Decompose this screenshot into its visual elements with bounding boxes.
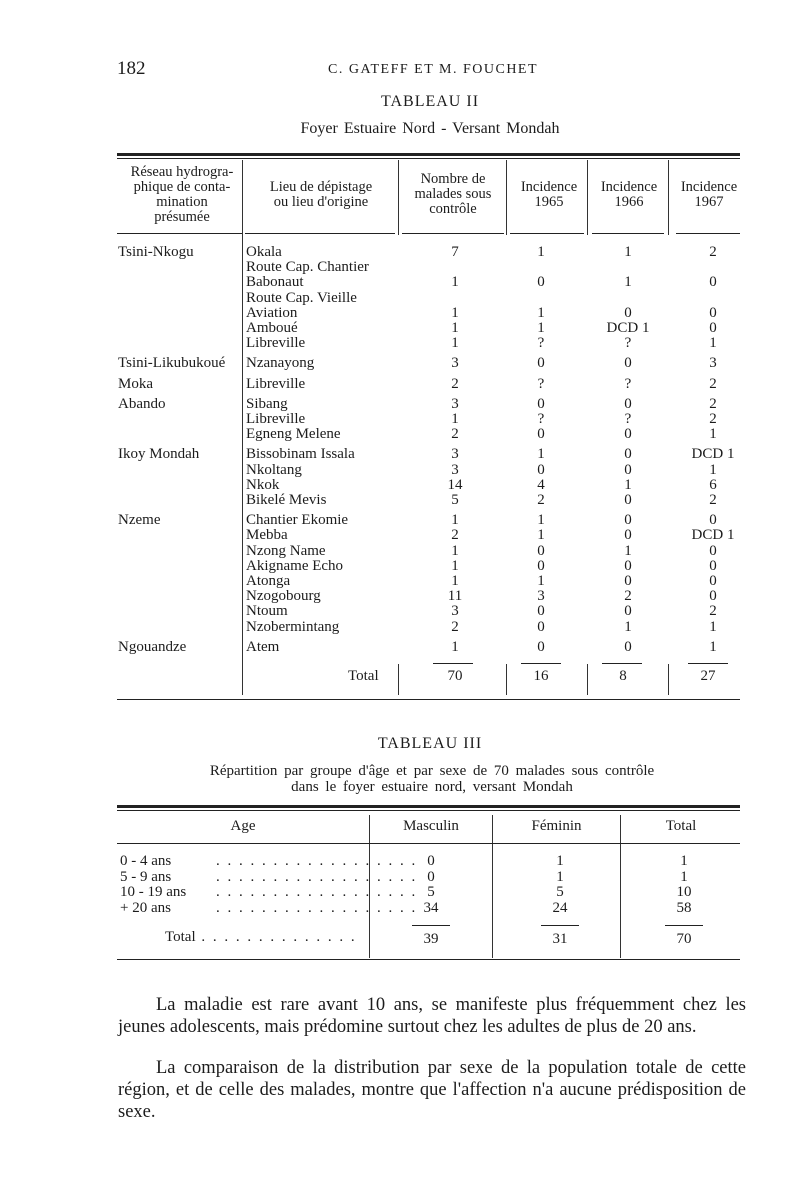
incidence-1967-cell: 0 bbox=[709, 304, 717, 321]
reseau-label: Ngouandze bbox=[118, 638, 187, 655]
incidence-1966-cell: 2 bbox=[624, 588, 632, 605]
header-underline-1965 bbox=[510, 233, 584, 234]
t3-total-t: 70 bbox=[676, 931, 692, 947]
nombre-cell: 3 bbox=[451, 446, 459, 463]
tableau3-subtitle-2: dans le foyer estuaire nord, versant Mondah bbox=[291, 779, 573, 795]
masculin-cell: 0 bbox=[427, 853, 435, 869]
tableau2-col-rule-2 bbox=[398, 160, 399, 235]
nombre-cell: 3 bbox=[451, 395, 459, 412]
incidence-1965-cell: 0 bbox=[537, 461, 545, 478]
incidence-1966-cell: 0 bbox=[624, 355, 632, 372]
incidence-1966-cell: 1 bbox=[624, 542, 632, 559]
nombre-cell: 1 bbox=[451, 411, 459, 427]
incidence-1967-cell: 0 bbox=[709, 557, 717, 574]
lieu-cell: Akigname Echo bbox=[246, 557, 344, 574]
lieu-cell: Sibang bbox=[246, 395, 288, 412]
reseau-label: Ikoy Mondah bbox=[118, 446, 200, 463]
tableau3-header-rule bbox=[117, 843, 740, 844]
masculin-cell: 34 bbox=[423, 899, 439, 916]
lieu-cell: Ntoum bbox=[246, 603, 288, 620]
incidence-1966-cell: 0 bbox=[624, 527, 632, 544]
header-masculin: Masculin bbox=[403, 818, 459, 834]
header-age: Age bbox=[230, 818, 256, 834]
tableau3-subtitle-1: Répartition par groupe d'âge et par sexe de 70 malades sous contrôle bbox=[209, 763, 655, 779]
incidence-1967-cell: 0 bbox=[709, 274, 717, 291]
incidence-1966-cell: 0 bbox=[624, 492, 632, 508]
lieu-cell: Nkoltang bbox=[246, 461, 302, 478]
age-group-cell bbox=[120, 900, 417, 917]
incidence-1965-cell: 3 bbox=[537, 588, 545, 605]
incidence-1965-cell: 0 bbox=[537, 542, 545, 559]
header-lieu: Lieu de dépistage ou lieu d'origine bbox=[269, 179, 373, 210]
nombre-cell: 14 bbox=[447, 476, 463, 493]
incidence-1967-cell: 0 bbox=[709, 588, 717, 605]
age-group-label: + 20 ans bbox=[120, 899, 171, 916]
nombre-cell: 1 bbox=[451, 573, 459, 589]
lieu-cell: Libreville bbox=[246, 411, 306, 427]
masculin-cell: 0 bbox=[427, 868, 435, 885]
incidence-1966-cell: 0 bbox=[624, 638, 632, 655]
incidence-1966-cell: 0 bbox=[624, 512, 632, 529]
leader-dots: . . . . . . . . . . . . . . . . . . bbox=[216, 884, 418, 900]
tableau3-title: TABLEAU III bbox=[377, 735, 483, 752]
incidence-1965-cell: 0 bbox=[537, 557, 545, 574]
incidence-1966-cell: 0 bbox=[624, 395, 632, 412]
reseau-label: Abando bbox=[118, 395, 166, 412]
nombre-cell: 1 bbox=[451, 335, 459, 352]
lieu-cell: Atem bbox=[246, 638, 280, 655]
incidence-1966-cell: 1 bbox=[624, 618, 632, 635]
header-underline-reseau bbox=[117, 233, 242, 234]
total-cell: 1 bbox=[680, 868, 688, 885]
incidence-1967-cell: 0 bbox=[709, 320, 717, 336]
header-reseau: Réseau hydrogra- phique de conta- mination présumée bbox=[130, 164, 234, 225]
tableau2-col-rule-3 bbox=[506, 160, 507, 235]
incidence-1966-cell: 0 bbox=[624, 603, 632, 620]
header-incidence-1967: Incidence 1967 bbox=[680, 179, 738, 210]
nombre-cell: 2 bbox=[451, 426, 459, 443]
total-rule-nombre bbox=[433, 663, 473, 664]
nombre-cell: 3 bbox=[451, 461, 459, 478]
tableau2-top-rule bbox=[117, 153, 740, 156]
incidence-1965-cell: ? bbox=[537, 411, 545, 427]
incidence-1967-cell: 3 bbox=[709, 355, 717, 372]
nombre-cell: 1 bbox=[451, 274, 459, 291]
feminin-cell: 1 bbox=[556, 868, 564, 885]
incidence-1966-cell: 0 bbox=[624, 304, 632, 321]
total-rule-1965 bbox=[521, 663, 561, 664]
incidence-1965-cell: 0 bbox=[537, 638, 545, 655]
header-nombre: Nombre de malades sous contrôle bbox=[414, 171, 492, 217]
tableau2-col-rule-4 bbox=[587, 160, 588, 235]
tableau3-bottom-rule bbox=[117, 959, 740, 960]
lieu-cell: Nzobermintang bbox=[246, 618, 340, 635]
incidence-1967-cell: 0 bbox=[709, 573, 717, 589]
incidence-1965-cell: 0 bbox=[537, 618, 545, 635]
nombre-cell: 1 bbox=[451, 638, 459, 655]
incidence-1966-cell: 0 bbox=[624, 461, 632, 478]
incidence-1967-cell: 1 bbox=[709, 426, 717, 443]
age-group-cell bbox=[120, 884, 417, 901]
lieu-cell: Aviation bbox=[246, 304, 298, 321]
age-group-label: 10 - 19 ans bbox=[120, 884, 187, 900]
incidence-1967-cell: 2 bbox=[709, 395, 717, 412]
tableau2-top-rule-thin bbox=[117, 158, 740, 159]
t3-total-m: 39 bbox=[423, 931, 439, 947]
total-nombre: 70 bbox=[447, 668, 463, 684]
total-1967: 27 bbox=[700, 668, 716, 684]
tableau2-title: TABLEAU II bbox=[380, 93, 480, 110]
header-underline-1966 bbox=[592, 233, 664, 234]
total-cell: 58 bbox=[676, 899, 692, 916]
incidence-1965-cell: 1 bbox=[537, 244, 545, 260]
incidence-1966-cell: ? bbox=[624, 411, 632, 427]
incidence-1967-cell: 0 bbox=[709, 542, 717, 559]
feminin-cell: 1 bbox=[556, 853, 564, 869]
incidence-1967-cell: 2 bbox=[709, 244, 717, 260]
incidence-1967-cell: 1 bbox=[709, 638, 717, 655]
tableau2-subtitle: Foyer Estuaire Nord - Versant Mondah bbox=[300, 120, 560, 137]
lieu-cell: Route Cap. Vieille bbox=[246, 289, 357, 306]
header-underline-lieu bbox=[245, 233, 395, 234]
nombre-cell: 7 bbox=[451, 244, 459, 260]
lieu-cell: Egneng Melene bbox=[246, 426, 341, 443]
masculin-cell: 5 bbox=[427, 884, 435, 900]
nombre-cell: 2 bbox=[451, 618, 459, 635]
tableau2-col-rule-5 bbox=[668, 160, 669, 235]
nombre-cell: 2 bbox=[451, 375, 459, 392]
incidence-1967-cell: DCD 1 bbox=[691, 527, 735, 544]
paragraph-1: La maladie est rare avant 10 ans, se manifeste plus fréquemment chez les jeunes adolescents, mais prédomine surtout chez les adultes de plus de 20 ans. bbox=[118, 995, 746, 1037]
incidence-1967-cell: 1 bbox=[709, 335, 717, 352]
incidence-1965-cell: 0 bbox=[537, 603, 545, 620]
incidence-1965-cell: 0 bbox=[537, 274, 545, 291]
incidence-1965-cell: ? bbox=[537, 335, 545, 352]
nombre-cell: 1 bbox=[451, 320, 459, 336]
age-group-cell bbox=[120, 869, 417, 886]
t3-total-rule-m bbox=[412, 925, 450, 926]
incidence-1965-cell: 2 bbox=[537, 492, 545, 508]
lieu-cell: Atonga bbox=[246, 573, 291, 589]
reseau-label: Tsini-Likubukoué bbox=[118, 355, 226, 372]
incidence-1965-cell: 1 bbox=[537, 304, 545, 321]
nombre-cell: 2 bbox=[451, 527, 459, 544]
lieu-cell: Bikelé Mevis bbox=[246, 492, 327, 508]
total-1965: 16 bbox=[533, 668, 549, 684]
incidence-1966-cell: 0 bbox=[624, 426, 632, 443]
paragraph-2: La comparaison de la distribution par sexe de la population totale de cette région, et de celle des malades, montre que l'affection n'a aucune prédisposition de sexe. bbox=[118, 1058, 746, 1122]
nombre-cell: 1 bbox=[451, 557, 459, 574]
lieu-cell: Bissobinam Issala bbox=[246, 446, 355, 463]
total-rule-v1 bbox=[398, 664, 399, 695]
nombre-cell: 5 bbox=[451, 492, 459, 508]
incidence-1966-cell: ? bbox=[624, 375, 632, 392]
incidence-1966-cell: 1 bbox=[624, 476, 632, 493]
incidence-1967-cell: 6 bbox=[709, 476, 717, 493]
incidence-1965-cell: 0 bbox=[537, 355, 545, 372]
t3-total-label: Total . . . . . . . . . . . . . . bbox=[165, 929, 357, 945]
t3-total-rule-f bbox=[541, 925, 579, 926]
header-underline-1967 bbox=[676, 233, 740, 234]
header-incidence-1965: Incidence 1965 bbox=[520, 179, 578, 210]
incidence-1965-cell: 1 bbox=[537, 320, 545, 336]
incidence-1967-cell: 2 bbox=[709, 492, 717, 508]
tableau2-col-rule-1 bbox=[242, 160, 243, 695]
incidence-1966-cell: 1 bbox=[624, 274, 632, 291]
incidence-1967-cell: 2 bbox=[709, 375, 717, 392]
incidence-1966-cell: DCD 1 bbox=[606, 320, 650, 336]
t3-total-rule-t bbox=[665, 925, 703, 926]
nombre-cell: 1 bbox=[451, 512, 459, 529]
incidence-1965-cell: 1 bbox=[537, 527, 545, 544]
total-cell: 10 bbox=[676, 884, 692, 900]
nombre-cell: 3 bbox=[451, 355, 459, 372]
feminin-cell: 5 bbox=[556, 884, 564, 900]
age-group-cell bbox=[120, 853, 417, 870]
page-number: 182 bbox=[117, 58, 146, 79]
nombre-cell: 1 bbox=[451, 542, 459, 559]
header-feminin: Féminin bbox=[531, 818, 582, 834]
nombre-cell: 1 bbox=[451, 304, 459, 321]
incidence-1965-cell: 4 bbox=[537, 476, 545, 493]
leader-dots: . . . . . . . . . . . . . . . . . . bbox=[216, 868, 418, 885]
age-group-label: 5 - 9 ans bbox=[120, 868, 172, 885]
incidence-1967-cell: 2 bbox=[709, 411, 717, 427]
total-rule-v4 bbox=[668, 664, 669, 695]
incidence-1966-cell: 0 bbox=[624, 446, 632, 463]
incidence-1966-cell: 0 bbox=[624, 573, 632, 589]
reseau-label: Moka bbox=[118, 375, 153, 392]
lieu-cell: Route Cap. Chantier bbox=[246, 259, 369, 276]
incidence-1967-cell: 1 bbox=[709, 461, 717, 478]
incidence-1965-cell: ? bbox=[537, 375, 545, 392]
total-rule-1966 bbox=[602, 663, 642, 664]
incidence-1965-cell: 1 bbox=[537, 446, 545, 463]
incidence-1966-cell: ? bbox=[624, 335, 632, 352]
header-incidence-1966: Incidence 1966 bbox=[600, 179, 658, 210]
tableau3-col-rule-3 bbox=[620, 815, 621, 958]
lieu-cell: Mebba bbox=[246, 527, 288, 544]
leader-dots: . . . . . . . . . . . . . . . . . . bbox=[216, 899, 418, 916]
lieu-cell: Libreville bbox=[246, 375, 306, 392]
incidence-1967-cell: 1 bbox=[709, 618, 717, 635]
reseau-label: Nzeme bbox=[118, 512, 161, 529]
tableau2-bottom-rule bbox=[117, 699, 740, 700]
total-cell: 1 bbox=[680, 853, 688, 869]
header-total: Total bbox=[665, 818, 697, 834]
nombre-cell: 11 bbox=[447, 588, 463, 605]
lieu-cell: Nkok bbox=[246, 476, 280, 493]
lieu-cell: Nzogobourg bbox=[246, 588, 321, 605]
lieu-cell: Libreville bbox=[246, 335, 306, 352]
tableau3-top-rule bbox=[117, 805, 740, 808]
incidence-1965-cell: 1 bbox=[537, 573, 545, 589]
lieu-cell: Nzong Name bbox=[246, 542, 326, 559]
incidence-1965-cell: 1 bbox=[537, 512, 545, 529]
incidence-1967-cell: DCD 1 bbox=[691, 446, 735, 463]
t3-total-f: 31 bbox=[552, 931, 568, 947]
feminin-cell: 24 bbox=[552, 899, 568, 916]
total-label: Total bbox=[348, 668, 379, 684]
incidence-1967-cell: 2 bbox=[709, 603, 717, 620]
lieu-cell: Amboué bbox=[246, 320, 298, 336]
reseau-label: Tsini-Nkogu bbox=[118, 244, 194, 260]
incidence-1967-cell: 0 bbox=[709, 512, 717, 529]
tableau3-top-rule-thin bbox=[117, 810, 740, 811]
leader-dots: . . . . . . . . . . . . . . . . . . bbox=[216, 853, 418, 869]
total-rule-1967 bbox=[688, 663, 728, 664]
nombre-cell: 3 bbox=[451, 603, 459, 620]
lieu-cell: Babonaut bbox=[246, 274, 304, 291]
running-head: C. GATEFF ET M. FOUCHET bbox=[328, 62, 539, 77]
age-group-label: 0 - 4 ans bbox=[120, 853, 172, 869]
incidence-1966-cell: 1 bbox=[624, 244, 632, 260]
total-rule-v3 bbox=[587, 664, 588, 695]
total-1966: 8 bbox=[619, 668, 627, 684]
tableau3-col-rule-2 bbox=[492, 815, 493, 958]
incidence-1965-cell: 0 bbox=[537, 395, 545, 412]
lieu-cell: Chantier Ekomie bbox=[246, 512, 349, 529]
lieu-cell: Nzanayong bbox=[246, 355, 315, 372]
lieu-cell: Okala bbox=[246, 244, 282, 260]
incidence-1965-cell: 0 bbox=[537, 426, 545, 443]
header-underline-nombre bbox=[402, 233, 504, 234]
incidence-1966-cell: 0 bbox=[624, 557, 632, 574]
total-rule-v2 bbox=[506, 664, 507, 695]
